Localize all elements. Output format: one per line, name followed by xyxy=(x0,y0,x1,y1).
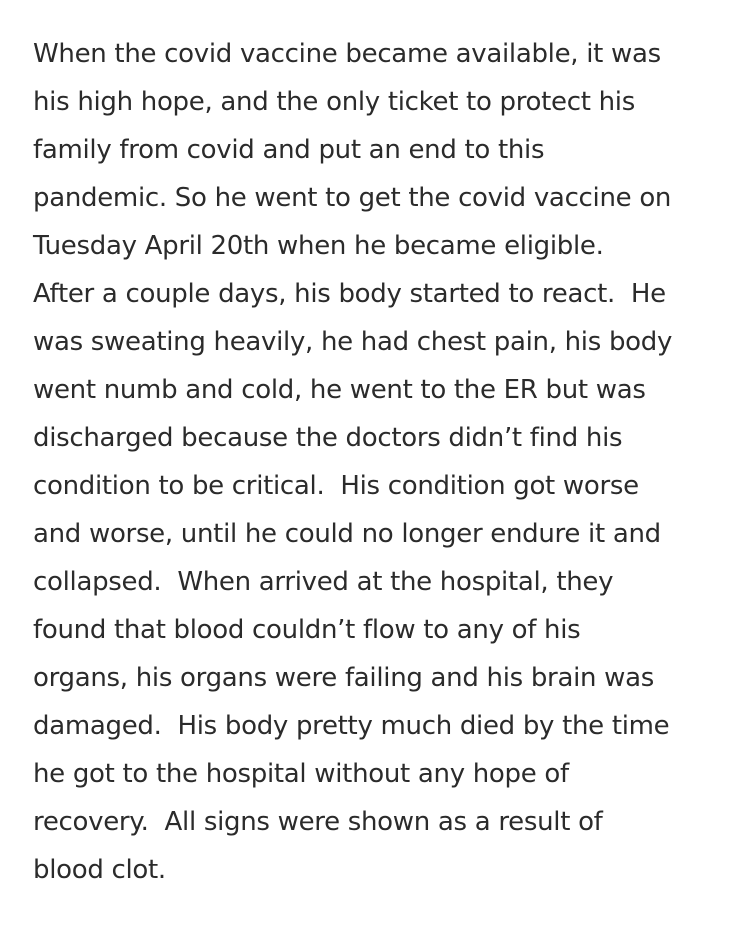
text-line: went numb and cold, he went to the ER but was xyxy=(33,375,646,405)
text-line: pandemic. So he went to get the covid vaccine on xyxy=(33,183,672,213)
text-line: collapsed. When arrived at the hospital, they xyxy=(33,567,614,597)
text-line: condition to be critical. His condition got worse xyxy=(33,471,639,501)
text-line: found that blood couldn’t flow to any of his xyxy=(33,615,581,645)
text-line: damaged. His body pretty much died by the time xyxy=(33,711,670,741)
text-line: organs, his organs were failing and his brain was xyxy=(33,663,654,693)
text-line: he got to the hospital without any hope of xyxy=(33,759,569,789)
text-line: After a couple days, his body started to react. He xyxy=(33,279,666,309)
text-line: and worse, until he could no longer endure it and xyxy=(33,519,661,549)
article-body xyxy=(33,30,723,894)
text-line: his high hope, and the only ticket to protect his xyxy=(33,87,635,117)
text-line: discharged because the doctors didn’t find his xyxy=(33,423,623,453)
text-line: recovery. All signs were shown as a result of xyxy=(33,807,603,837)
text-line: Tuesday April 20th when he became eligible. xyxy=(33,231,604,261)
text-line: blood clot. xyxy=(33,855,166,885)
text-line: was sweating heavily, he had chest pain, his body xyxy=(33,327,673,357)
text-line: family from covid and put an end to this xyxy=(33,135,545,165)
text-line: When the covid vaccine became available, it was xyxy=(33,39,661,69)
